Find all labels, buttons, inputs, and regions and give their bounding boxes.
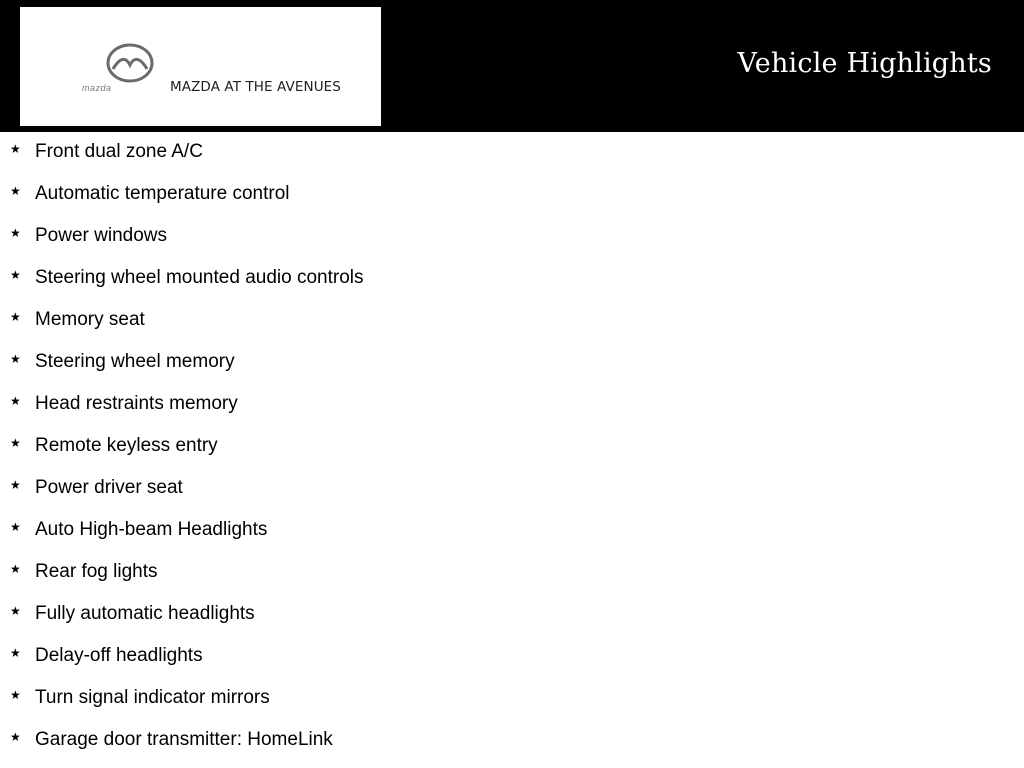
feature-label: Rear fog lights: [35, 561, 158, 582]
star-icon: ★: [10, 646, 21, 660]
star-icon: ★: [10, 688, 21, 702]
dealer-name: MAZDA AT THE AVENUES: [170, 79, 341, 95]
star-icon: ★: [10, 352, 21, 366]
feature-label: Garage door transmitter: HomeLink: [35, 729, 333, 750]
feature-label: Remote keyless entry: [35, 435, 218, 456]
feature-label: Automatic temperature control: [35, 183, 290, 204]
feature-label: Power driver seat: [35, 477, 183, 498]
feature-label: Steering wheel memory: [35, 351, 235, 372]
star-icon: ★: [10, 520, 21, 534]
feature-label: Turn signal indicator mirrors: [35, 687, 270, 708]
feature-label: Front dual zone A/C: [35, 141, 203, 162]
header-banner: [0, 0, 1024, 132]
star-icon: ★: [10, 436, 21, 450]
feature-label: Memory seat: [35, 309, 145, 330]
star-icon: ★: [10, 184, 21, 198]
mazda-wordmark: mazda: [82, 83, 112, 93]
dealer-logo: [20, 7, 381, 126]
star-icon: ★: [10, 394, 21, 408]
page-title: Vehicle Highlights: [737, 48, 992, 79]
star-icon: ★: [10, 268, 21, 282]
feature-label: Delay-off headlights: [35, 645, 203, 666]
star-icon: ★: [10, 604, 21, 618]
star-icon: ★: [10, 478, 21, 492]
star-icon: ★: [10, 562, 21, 576]
star-icon: ★: [10, 730, 21, 744]
mazda-emblem-icon: [100, 43, 160, 105]
feature-label: Power windows: [35, 225, 167, 246]
feature-label: Fully automatic headlights: [35, 603, 255, 624]
star-icon: ★: [10, 310, 21, 324]
star-icon: ★: [10, 142, 21, 156]
feature-label: Steering wheel mounted audio controls: [35, 267, 364, 288]
feature-label: Auto High-beam Headlights: [35, 519, 268, 540]
star-icon: ★: [10, 226, 21, 240]
feature-label: Head restraints memory: [35, 393, 238, 414]
